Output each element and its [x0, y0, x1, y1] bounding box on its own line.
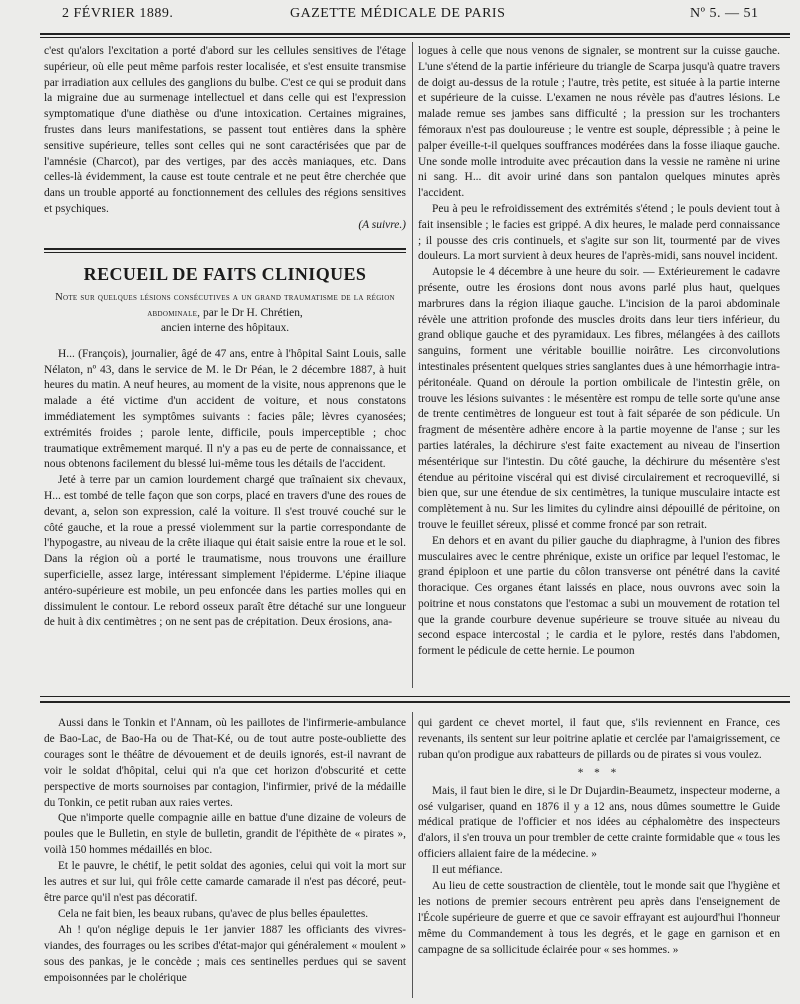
section-break-rule: [40, 696, 790, 697]
feuilleton-paragraph: Aussi dans le Tonkin et l'Annam, où les paillotes de l'infirmerie-ambulance de Bao-Lac, de Bao-Ha ou de That-Ké, ou de tout autre poste-oubliette des courages sont le théâtre de dévouement et de deuils ignorés, est-il navrant de voir le soldat d'hôpital, celui qui n'a que cet horizon d'obscurité et cette perspective de morts sournoises par contagion, l'infirmier, privé de la médaille du Tonkin, ce petit ruban aux raies vertes.: [44, 717, 406, 809]
feuilleton-paragraph: Il eut méfiance.: [432, 864, 503, 877]
bottom-left-column: [44, 716, 406, 986]
section-title: RECUEIL DE FAITS CLINIQUES: [83, 263, 367, 284]
bottom-right-column: [418, 716, 780, 959]
note-smallcaps: Note sur quelques lésions consécutives a un grand traumatisme de la région abdominale,: [55, 292, 395, 319]
feuilleton-paragraph: Que n'importe quelle compagnie aille en battue d'une dizaine de voleurs de poules que le Bulletin, en style de bulletin, grandit de l'épithète de « pirates », voilà 150 hommes médaillés en bloc.: [44, 812, 406, 857]
feuilleton-paragraph: Au lieu de cette soustraction de clientèle, tout le monde sait que l'hygiène et les notions de premier secours entrèrent peu après dans l'enseignement de l'École supérieure de guerre et que ce savoir effrayant est aujourd'hui l'honneur même du Commandement à tous les degrés, et le gage en garnison et en campagne de sa sollicitude éclairée pour « ses hommes. »: [418, 880, 780, 956]
header-date: 2 FÉVRIER 1889.: [62, 6, 174, 21]
header-rule-thin: [40, 37, 790, 38]
feuilleton-paragraph: qui gardent ce chevet mortel, il faut que, s'ils reviennent en France, ces revenants, ils sentent sur leur poitrine aplatie et cerclée par l'amaigrissement, ce ruban qu'on prodigue aux rabatteurs de pillards ou de pirates si vous voulez.: [418, 717, 780, 761]
issue-page: Nº 5. — 51: [690, 6, 759, 21]
feuilleton-paragraph: Mais, il faut bien le dire, si le Dr Dujardin-Beaumetz, inspecteur moderne, a osé vulgariser, quand en 1876 il y a 12 ans, nous dûmes soumettre le Guide médical pratique de l'officier et nos idées au céphalomètre des inspecteurs d'alors, il s'en trouva un pour trembler de cette crainte formidable que « tous les officiers allaient faire de la médecine. »: [418, 784, 780, 861]
intro-paragraph: c'est qu'alors l'excitation a porté d'abord sur les cellules sensitives de l'étage supérieur, où elle peut même parfois rester localisée, et s'est ensuite transmise par irradiation aux cellules des ganglions du bulbe. C'est ce qui se produit dans la migraine due au surmenage intellectuel et dans celle qui est l'expression symptomatique d'une diathèse ou d'une intoxication. Certaines migraines, frustes dans leurs manifestations, se passent tout entières dans la sphère sensitive supérieure, telles sont celles qui ne sont caractérisées que par de l'amnésie (Charcot), par des vertiges, par des accès maniaques, etc. Dans celles-là évidemment, la cause est toute centrale et ne peut être cherchée que dans un trouble apporté au fonctionnement des cellules des régions sensitives et psychiques.: [44, 45, 406, 215]
journal-title: GAZETTE MÉDICALE DE PARIS: [290, 6, 506, 21]
column-divider-lower: [412, 712, 413, 998]
clinical-paragraph: logues à celle que nous venons de signaler, se montrent sur la cuisse gauche. L'une s'étend de la partie inférieure du triangle de Scarpa jusqu'à quatre travers de doigt au-dessus de la rotule ; l'autre, très petite, est située à la partie interne et supérieure de la cuisse. L'examen ne nous révèle pas d'autres lésions. Le malade remue ses jambes sans difficulté ; la pression sur les trochanters fémoraux n'est pas douloureuse ; le ventre est souple, dépressible ; à peine le palper éveille-t-il quelques souffrances modérées dans la fosse iliaque gauche. Une sonde molle introduite avec précaution dans la vessie ne ramène ni urine ni sang. H... dit avoir uriné dans son pantalon quelques minutes après l'accident.: [418, 45, 780, 200]
feuilleton-paragraph: Et le pauvre, le chétif, le petit soldat des agonies, celui qui voit la mort sur les autres et sur lui, qui frôle cette camarde camarade il n'est pas décoré, peut-être parce qu'il n'est pas décoratif.: [44, 860, 406, 904]
feuilleton-paragraph: Ah ! qu'on néglige depuis le 1er janvier 1887 les officiants des vivres-viandes, des fourrages ou les scribes d'état-major qui généralement « moulent » sous des pankas, je le concède ; mais ces sentinelles perdues qui se savent empoisonnées par le cholérique: [44, 923, 406, 984]
clinical-paragraph: Peu à peu le refroidissement des extrémités s'étend ; le pouls devient tout à fait insensible ; le facies est grippé. A dix heures, le malade perd connaissance ; il pousse des cris continuels, et s'agite sur son lit, tourmenté par de vives douleurs. La mort survient à deux heures de l'après-midi, sans nouvel incident.: [418, 202, 780, 263]
clinical-paragraph: Jeté à terre par un camion lourdement chargé que traînaient six chevaux, H... est tombé de telle façon que son corps, placé en travers d'une des roues de devant, a, selon son expression, calé la voiture. Il s'est trouvé couché sur le côté gauche, et la roue a pressé violemment sur la partie correspondante de l'hypogastre, au niveau de la crête iliaque qui était saisie entre la roue et le sol. Dans la région où a porté le traumatisme, nous trouvons une éraillure superficielle, assez large, intéressant simplement l'épiderme. L'épine iliaque antéro-supérieure est mobile, un peu enfoncée dans les parties molles qui en dissimulent le contour. Le rebord osseux paraît être détaché sur une longueur de huit à dix centimètres ; on ne sent pas de crépitation. Deux érosions, ana-: [44, 474, 406, 629]
section-stars: * * *: [577, 766, 621, 779]
note-author: par le Dr H. Chrétien,: [203, 306, 303, 319]
section-divider: [44, 248, 406, 250]
section-break-rule-bold: [40, 701, 790, 703]
autopsy-paragraph: Autopsie le 4 décembre à une heure du soir. — Extérieurement le cadavre présente, outre les érosions dont nous avons parlé plus haut, quelques marbrures dans la région iliaque gauche. L'incision de la paroi abdominale révèle une attrition profonde des muscles droits dans leur tiers inférieur, du grand oblique gauche et des pyramidaux. Les fibres, mélangées à des caillots sanguins, forment une véritable bouillie noirâtre. Les circonvolutions intestinales présentent quelques stries sanglantes dues à une hémorrhagie intra-péritonéale. Quand on déroule la portion ombilicale de l'intestin grêle, on trouve les lésions suivantes : le mésentère est rompu de telle sorte qu'une anse de trente centimètres de longueur est tout à fait séparée de son pédicule. Un fragment de mésentère adhère encore à la partie moyenne de l'anse ; sur les parties latérales, la déchirure s'est faite exactement au niveau de l'insertion mésentérique sur l'intestin. Du côté gauche, la déchirure du mésentère s'est étendue au péritoine viscéral qui est divisé circulairement et recroquevillé, si bien que, sur une étendue de six centimètres, la tunique musculaire intacte est complètement à nu. Sur les limites du cylindre ainsi dépouillé de péritoine, on trouve le feuillet séreux, plissé et comme froncé par son retrait.: [418, 266, 780, 531]
column-divider: [412, 42, 413, 688]
section-divider-thin: [44, 252, 406, 253]
header-rule: [40, 33, 790, 35]
clinical-paragraph: En dehors et en avant du pilier gauche du diaphragme, à l'union des fibres musculaires avec le centre phrénique, existe un orifice par lequel l'estomac, le grand épiploon et une partie du côlon transverse ont pénétré dans la cavité thoracique. Ces organes étant laissés en place, nous ouvrons avec soin la poitrine et nous constatons que l'estomac a subi un mouvement de rotation tel que la grande courbure devenue supérieure se trouve située au niveau du second espace intercostal ; le cardia et le pylore, restés dans l'abdomen, forment le pédicule de cette hernie. Le poumon: [418, 534, 780, 658]
left-column: [44, 44, 406, 631]
feuilleton-paragraph: Cela ne fait bien, les beaux rubans, qu'avec de plus belles épaulettes.: [58, 907, 369, 920]
note-heading: [44, 290, 406, 337]
right-column: [418, 44, 780, 660]
suivre-note: (A suivre.): [358, 218, 406, 231]
note-role: ancien interne des hôpitaux.: [160, 322, 290, 335]
clinical-paragraph: H... (François), journalier, âgé de 47 ans, entre à l'hôpital Saint Louis, salle Nélaton, nº 43, dans le service de M. le Dr Péan, le 2 décembre 1887, à huit heures du matin. A neuf heures, au moment de la visite, nous apprenons que le malade a été victime d'un accident de voiture, et nous constatons immédiatement les symptômes suivants : facies pâle; lèvres cyanosées; extrémités froides ; parole lente, difficile, pouls imperceptible ; choc traumatique extrêmement marqué. Il n'y a pas eu de perte de connaissance, et nous obtenons facilement du blessé lui-même tous les détails de l'accident.: [44, 347, 406, 471]
